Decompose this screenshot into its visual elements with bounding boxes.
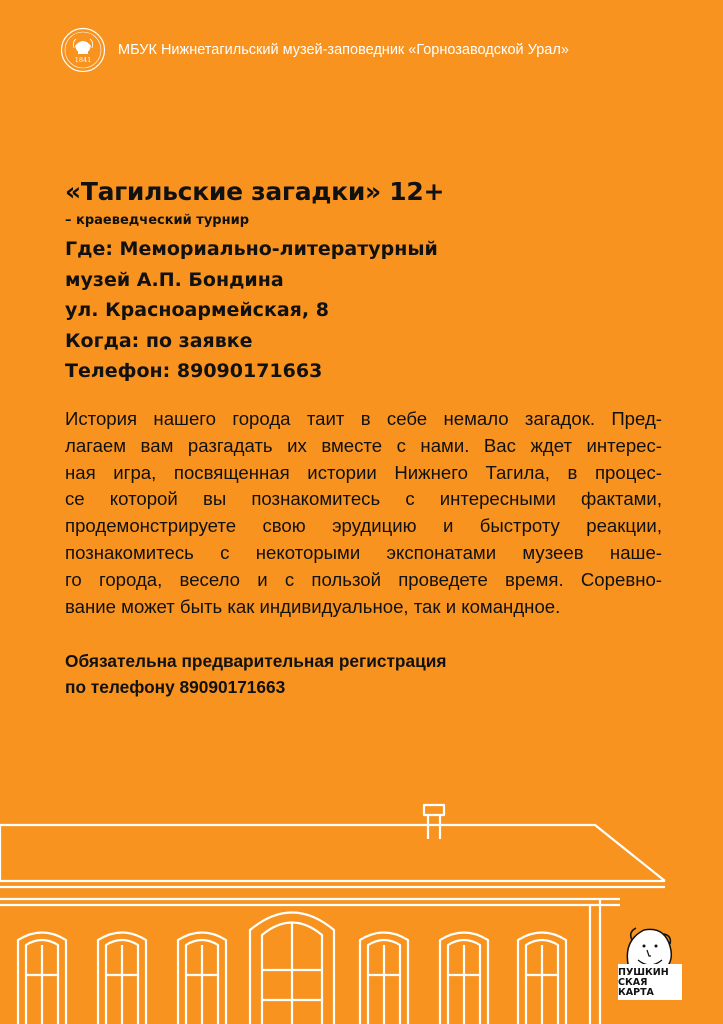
window (360, 933, 408, 1024)
pushkin-card-line: СКАЯ (618, 977, 648, 988)
window (18, 933, 66, 1024)
description-line: История нашего города таит в себе немало загадок. Пред- (65, 408, 662, 429)
event-location-line-1: Где: Мемориально-литературный (65, 238, 438, 260)
pushkin-card-line: КАРТА (618, 987, 654, 998)
entrance-door (250, 913, 334, 1024)
event-phone: Телефон: 89090171663 (65, 360, 323, 382)
pushkin-card-label (618, 968, 686, 998)
header (60, 22, 700, 78)
event-subtitle: – краеведческий турнир (65, 213, 250, 228)
pushkin-card-line: ПУШКИН (618, 967, 669, 978)
event-info (65, 175, 685, 387)
registration-note (65, 648, 665, 700)
event-address: ул. Красноармейская, 8 (65, 299, 329, 321)
description-line: ная игра, посвященная истории Нижнего Тагила, в процес- (65, 461, 662, 483)
registration-line-2: по телефону 89090171663 (65, 677, 286, 697)
chimney-top (424, 805, 444, 815)
museum-emblem-icon (60, 27, 106, 73)
event-description (65, 406, 662, 620)
roof-ridge (0, 825, 665, 881)
window (440, 933, 488, 1024)
event-time: Когда: по заявке (65, 329, 253, 352)
window (98, 933, 146, 1024)
description-line: познакомитесь с некоторыми экспонатами музеев наше- (65, 541, 662, 563)
logo-year: 1841 (74, 56, 92, 64)
event-location-line-2: музей А.П. Бондина (65, 268, 284, 291)
window (178, 933, 226, 1024)
description-line: се которой вы познакомитесь с интересными фактами, (65, 488, 662, 510)
description-line: лагаем вам разгадать их вместе с нами. Вас ждет интерес- (65, 434, 662, 456)
window (518, 933, 566, 1024)
registration-line-1: Обязательна предварительная регистрация (65, 651, 447, 671)
description-line: продемонстрируете свою эрудицию и быстроту реакции, (65, 515, 662, 537)
description-line: го города, весело и с пользой проведете время. Соревно- (65, 568, 662, 590)
description-line: вание может быть как индивидуальное, так и командное. (65, 595, 561, 617)
organization-name: МБУК Нижнетагильский музей-заповедник «Горнозаводской Урал» (118, 42, 569, 58)
event-title: «Тагильские загадки» 12+ (65, 177, 445, 206)
